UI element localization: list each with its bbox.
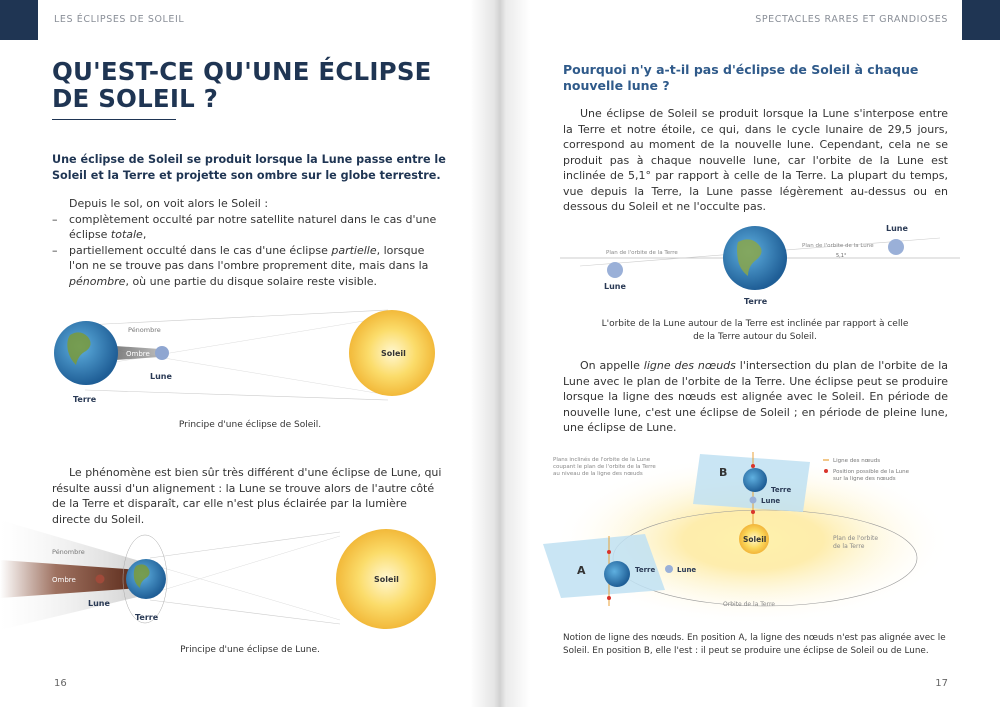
running-head-right: SPECTACLES RARES ET GRANDIOSES: [755, 14, 948, 25]
paragraph-text: [563, 358, 948, 436]
lead-paragraph: Une éclipse de Soleil se produit lorsque la Lune passe entre le Soleil et la Terre et projette son ombre sur le globe terrestre.: [52, 153, 446, 182]
inclined-orbit-diagram: [560, 220, 960, 310]
moon-plane-label: Plan de l'orbite de la Lune: [802, 243, 874, 249]
moon-icon: [888, 239, 904, 255]
paragraph-text: Le phénomène est bien sûr très différent d'une éclipse de Lune, qui résulte aussi d'un alignement : la Lune se trouve alors de l'autre côté de la Terre et disparaît, car elle n'est plus éclairée par la lumière directe du Soleil.: [52, 466, 442, 526]
umbra-label: Ombre: [52, 576, 76, 584]
second-paragraph: [52, 465, 444, 527]
moon-icon: [665, 565, 673, 573]
position-b-label: B: [719, 466, 728, 479]
bullet-text: , lorsque l'on ne se trouve pas dans l'ombre proprement dite, mais dans la: [69, 243, 429, 272]
legend-label: Ligne des nœuds: [833, 458, 881, 464]
bullet-item: [52, 243, 442, 290]
moon-position-marker: [751, 464, 755, 468]
moon-label: Lune: [604, 282, 626, 291]
ray-line: [85, 310, 388, 325]
moon-icon: [607, 262, 623, 278]
intro-block: [52, 196, 442, 289]
right-page-tab: [962, 0, 1000, 40]
position-a-label: A: [577, 564, 586, 577]
legend-swatch: [824, 469, 828, 473]
bullet-emphasis: totale: [110, 228, 143, 241]
moon-label: Lune: [677, 566, 697, 574]
right-paragraph-1: [563, 106, 948, 215]
bullet-emphasis: pénombre: [69, 274, 126, 288]
paragraph-text: On appelle: [580, 359, 644, 372]
moon-label: Lune: [761, 497, 781, 505]
moon-label: Lune: [88, 599, 110, 608]
moon-icon: [96, 575, 105, 584]
bullet-text: , où une partie du disque solaire reste visible.: [125, 274, 378, 288]
right-paragraph-2: [563, 358, 948, 436]
figure-caption: Principe d'une éclipse de Soleil.: [178, 420, 322, 430]
bullet-text: complètement occulté par notre satellite naturel dans le cas d'une éclipse: [69, 212, 437, 241]
moon-position-marker: [751, 510, 755, 514]
term-emphasis: ligne des nœuds: [643, 359, 736, 372]
planes-note: Plans inclinés de l'orbite de la Lune coupant le plan de l'orbite de la Terre au niveau de la ligne des nœuds: [553, 457, 656, 477]
penumbra-label: Pénombre: [52, 548, 85, 556]
orbit-plane-label: Plan de l'orbite de la Terre: [833, 535, 879, 550]
earth-label: Terre: [744, 297, 768, 306]
ray-line: [150, 532, 340, 558]
moon-icon: [750, 497, 757, 504]
bullet-list: [52, 212, 442, 290]
sun-label: Soleil: [381, 349, 406, 358]
bullet-text: partiellement occulté dans le cas d'une éclipse: [69, 243, 332, 257]
section-heading: Pourquoi n'y a-t-il pas d'éclipse de Soleil à chaque nouvelle lune ?: [563, 62, 919, 93]
penumbra-label: Pénombre: [128, 326, 161, 334]
solar-eclipse-diagram: [40, 305, 460, 410]
ray-line: [85, 317, 388, 367]
page-number: 16: [54, 678, 67, 689]
earth-icon: [54, 321, 118, 385]
moon-icon: [155, 346, 169, 360]
earth-icon: [604, 561, 630, 587]
earth-label: Terre: [635, 566, 656, 574]
ray-line: [150, 600, 340, 624]
earth-icon: [126, 559, 166, 599]
earth-label: Terre: [135, 613, 159, 622]
earth-plane-label: Plan de l'orbite de la Terre: [606, 250, 678, 256]
bullet-emphasis: partielle: [331, 243, 377, 257]
bullet-text: ,: [142, 228, 147, 241]
page-number: 17: [935, 678, 948, 689]
page-title: QU'EST-CE QU'UNE ÉCLIPSE DE SOLEIL ?: [52, 57, 432, 113]
moon-position-marker: [607, 596, 611, 600]
umbra-label: Ombre: [126, 350, 150, 358]
ray-line: [150, 564, 340, 620]
earth-label: Terre: [771, 486, 792, 494]
moon-position-marker: [607, 550, 611, 554]
nodes-line-diagram: [525, 448, 965, 626]
earth-label: Terre: [73, 395, 97, 404]
lunar-eclipse-diagram: [0, 520, 460, 632]
figure-caption: L'orbite de la Lune autour de la Terre est inclinée par rapport à celle de la Terre autour du Soleil.: [601, 319, 909, 342]
figure-caption: Principe d'une éclipse de Lune.: [180, 645, 320, 655]
intro-text: Depuis le sol, on voit alors le Soleil :: [69, 197, 269, 210]
orbit-label: Orbite de la Terre: [723, 601, 775, 608]
bullet-item: [52, 212, 442, 243]
left-page-tab: [0, 0, 38, 40]
running-head-left: LES ÉCLIPSES DE SOLEIL: [54, 14, 185, 25]
earth-icon: [743, 468, 767, 492]
title-rule: [52, 119, 176, 120]
ray-line: [85, 390, 388, 400]
sun-label: Soleil: [374, 575, 399, 584]
angle-label: 5,1°: [836, 253, 847, 259]
sun-label: Soleil: [743, 535, 767, 544]
legend-label: Position possible de la Lune sur la ligne des nœuds: [833, 469, 910, 482]
moon-label: Lune: [150, 372, 172, 381]
paragraph-text: l'intersection du plan de l'orbite de la Lune avec le plan de l'orbite de la Terre. Une éclipse peut se produire lorsque la ligne des nœuds est alignée avec le Soleil. En période de nouvelle lune, c'est une éclipse de Soleil ; en période de pleine lune, une éclipse de Lune.: [563, 359, 948, 434]
paragraph-text: Une éclipse de Soleil se produit lorsque la Lune s'interpose entre la Terre et notre étoile, ce qui, dans le cycle lunaire de 29,5 jours, correspond au moment de la nouvelle lune. Cependant, cela ne se produit pas à chaque nouvelle lune, car l'orbite de la Lune est inclinée de 5,1° par rapport à celle de la Terre. La plupart du temps, vue depuis la Terre, la Lune passe légèrement au-dessus ou en dessous du Soleil et ne l'occulte pas.: [563, 107, 948, 213]
figure-caption: Notion de ligne des nœuds. En position A, la ligne des nœuds n'est pas alignée avec le Soleil. En position B, elle l'est : il peut se produire une éclipse de Soleil ou de Lune.: [563, 633, 946, 656]
moon-label: Lune: [886, 224, 908, 233]
